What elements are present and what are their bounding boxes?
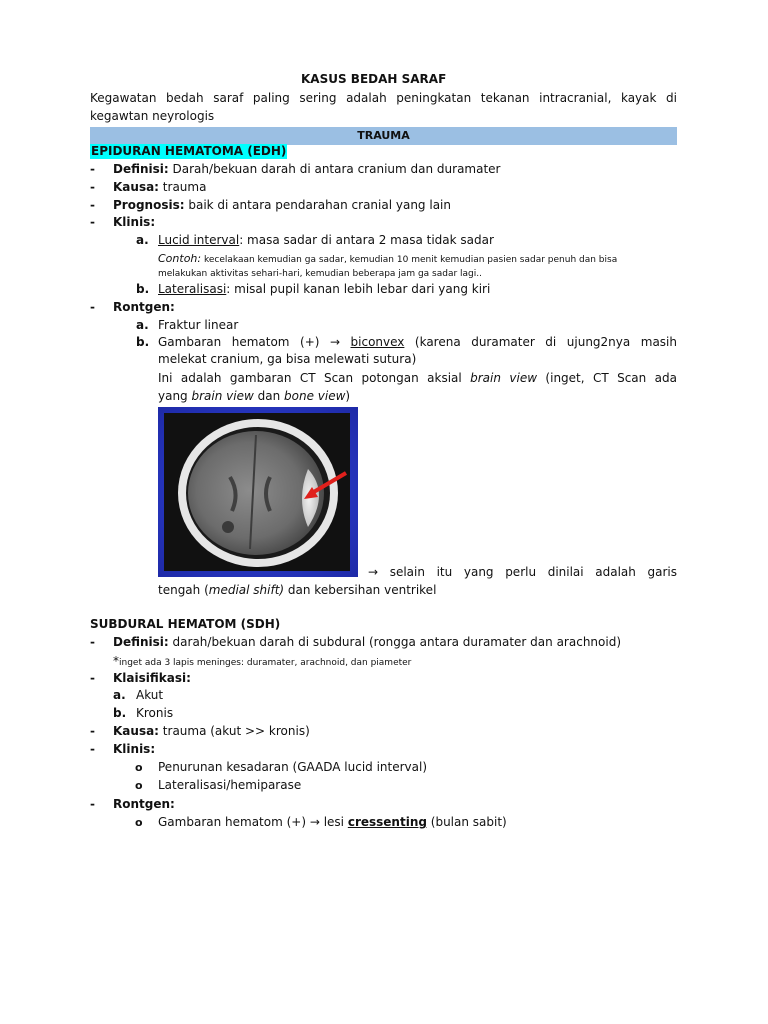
list-letter: b. (113, 706, 127, 720)
dash-bullet: - (90, 180, 95, 194)
sdh-definisi (113, 635, 621, 650)
sdh-klinis-2: Lateralisasi/hemiparase (158, 778, 302, 792)
sdh-definisi-text: darah/bekuan darah di subdural (rongga antara duramater dan arachnoid) (168, 635, 621, 649)
list-bullet: o (135, 779, 143, 792)
edh-after-image-line-1: → selain itu yang perlu dinilai adalah garis (368, 565, 677, 579)
sdh-kausa (113, 724, 310, 739)
edh-lucid-interval (158, 233, 494, 248)
dash-bullet: - (90, 797, 95, 811)
edh-rontgen-b-line-2: melekat cranium, ga bisa melewati sutura) (158, 352, 417, 366)
dash-bullet: - (90, 198, 95, 212)
edh-heading: EPIDURAN HEMATOMA (EDH) (91, 144, 287, 158)
contoh-label: Contoh: (158, 252, 202, 265)
edh-ct-line-2 (158, 389, 350, 404)
list-bullet: o (135, 761, 143, 774)
ct-line1-pre: Ini adalah gambaran CT Scan potongan aksial (158, 371, 471, 385)
dash-bullet: - (90, 300, 95, 314)
ct-scan-brain-image (158, 407, 358, 577)
edh-kausa-text: trauma (158, 180, 207, 194)
dash-bullet: - (90, 162, 95, 176)
edh-prognosis-text: baik di antara pendarahan cranial yang lain (184, 198, 451, 212)
sdh-klinis-1: Penurunan kesadaran (GAADA lucid interval) (158, 760, 428, 774)
sdh-heading: SUBDURAL HEMATOM (SDH) (90, 617, 281, 631)
lucid-text: : masa sadar di antara 2 masa tidak sadar (239, 233, 494, 247)
list-letter: b. (136, 282, 150, 296)
edh-prognosis-label: Prognosis: (113, 198, 185, 212)
ct-line2-post: ) (345, 389, 351, 403)
edh-ct-line-1 (158, 371, 677, 386)
edh-definisi-text: Darah/bekuan darah di antara cranium dan duramater (168, 162, 501, 176)
list-letter: b. (136, 335, 150, 349)
edh-definisi-label: Definisi: (113, 162, 169, 176)
rontgen-b-pre: Gambaran hematom (+) → (158, 335, 351, 349)
list-letter: a. (136, 233, 149, 247)
lateralisasi-term: Lateralisasi (158, 282, 227, 296)
edh-lateralisasi (158, 282, 490, 297)
sdh-definisi-label: Definisi: (113, 635, 169, 649)
list-letter: a. (136, 318, 149, 332)
intro-line-1: Kegawatan bedah saraf paling sering adalah peningkatan tekanan intracranial, kayak di (90, 91, 677, 105)
ct-line2-em1: brain view (191, 389, 254, 403)
sdh-rontgen-label: Rontgen: (113, 797, 175, 811)
dash-bullet: - (90, 671, 95, 685)
contoh-text-1: kecelakaan kemudian ga sadar, kemudian 10 menit kemudian pasien sadar penuh dan bisa (201, 255, 618, 265)
edh-definisi (113, 162, 500, 177)
trauma-section-header: TRAUMA (90, 127, 677, 145)
edh-prognosis (113, 198, 451, 213)
note-star: * (113, 654, 119, 668)
dash-bullet: - (90, 742, 95, 756)
edh-after-image-line-2 (158, 583, 436, 598)
sdh-klasifikasi-label: Klaisifikasi: (113, 671, 191, 685)
after-img-post: dan kebersihan ventrikel (284, 583, 437, 597)
lateralisasi-text: : misal pupil kanan lebih lebar dari yang kiri (226, 282, 491, 296)
edh-kausa (113, 180, 206, 195)
sdh-meninges-note (113, 655, 411, 669)
ct-line1-em: brain view (470, 371, 538, 385)
after-img-pre: tengah ( (158, 583, 209, 597)
edh-rontgen-a: Fraktur linear (158, 318, 239, 332)
biconvex-term: biconvex (350, 335, 405, 349)
sdh-klinis-label: Klinis: (113, 742, 156, 756)
rontgen-b-post: (karena duramater di ujung2nya masih (404, 335, 677, 349)
doc-title: KASUS BEDAH SARAF (301, 72, 447, 86)
sdh-rontgen-post: (bulan sabit) (426, 815, 507, 829)
edh-rontgen-b-line-1 (158, 335, 677, 350)
list-bullet: o (135, 816, 143, 829)
sdh-kausa-text: trauma (akut >> kronis) (158, 724, 310, 738)
sdh-kausa-label: Kausa: (113, 724, 159, 738)
dash-bullet: - (90, 635, 95, 649)
after-img-em: medial shift) (208, 583, 285, 597)
edh-contoh-line-1 (158, 253, 617, 266)
edh-kausa-label: Kausa: (113, 180, 159, 194)
ct-scan-svg (158, 407, 358, 577)
dash-bullet: - (90, 724, 95, 738)
sdh-klasifikasi-kronis: Kronis (136, 706, 174, 720)
edh-contoh-line-2: melakukan aktivitas sehari-hari, kemudian beberapa jam ga sadar lagi.. (158, 269, 482, 279)
ct-line2-mid: dan (253, 389, 285, 403)
note-text: inget ada 3 lapis meninges: duramater, arachnoid, dan piameter (119, 658, 412, 668)
sdh-rontgen-pre: Gambaran hematom (+) → lesi (158, 815, 348, 829)
dash-bullet: - (90, 215, 95, 229)
list-letter: a. (113, 688, 126, 702)
lucid-term: Lucid interval (158, 233, 240, 247)
edh-rontgen-label: Rontgen: (113, 300, 175, 314)
sdh-klasifikasi-akut: Akut (136, 688, 164, 702)
ct-line1-post: (inget, CT Scan ada (537, 371, 677, 385)
intro-line-2: kegawtan neyrologis (90, 109, 215, 123)
sdh-rontgen-text (158, 815, 507, 830)
ct-line2-em2: bone view (284, 389, 346, 403)
cressenting-term: cressenting (347, 815, 427, 829)
ct-line2-pre: yang (158, 389, 192, 403)
edh-klinis-label: Klinis: (113, 215, 156, 229)
